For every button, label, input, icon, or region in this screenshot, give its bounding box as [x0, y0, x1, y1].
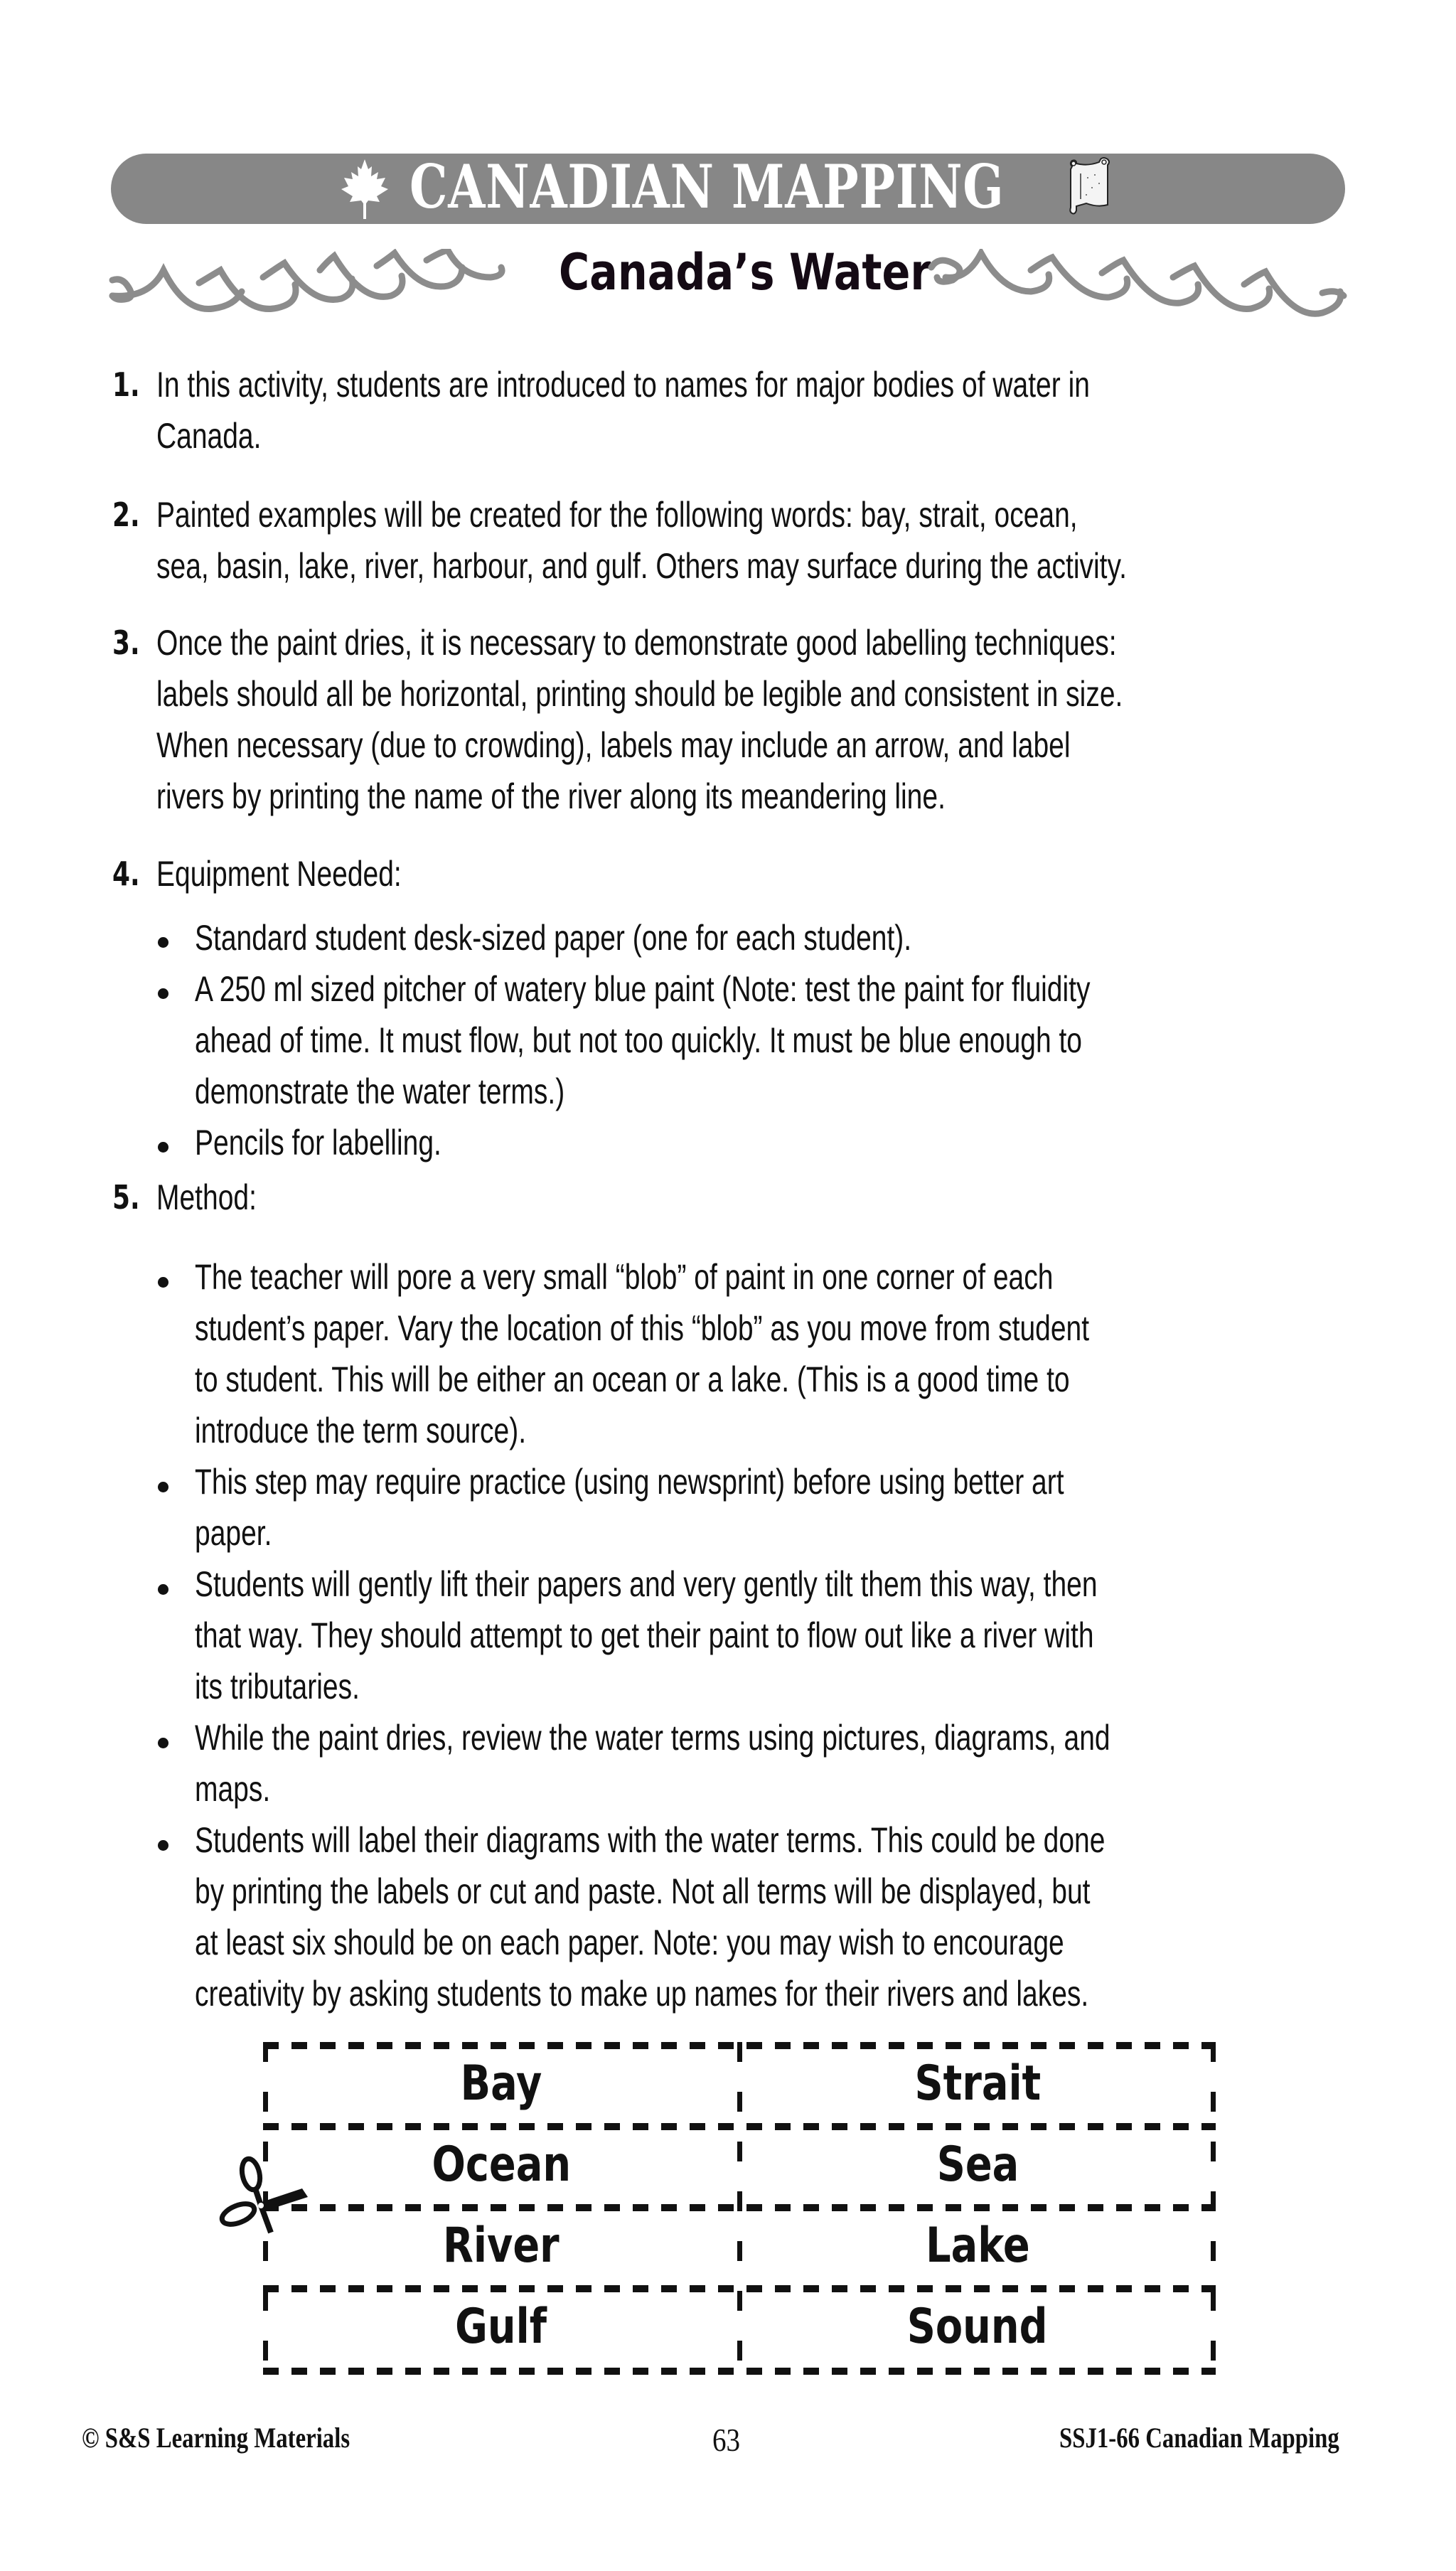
cutout-label-grid [263, 2042, 1216, 2375]
page-header-title: CANADIAN MAPPING [410, 151, 1005, 222]
label-text: River [443, 2218, 560, 2274]
scissors-icon [217, 2156, 309, 2234]
text-line: to student. This will be either an ocean or a lake. (This is a good time to [195, 1359, 1070, 1399]
method-bullet-3 [195, 1559, 1098, 1712]
text-line: rivers by printing the name of the river along its meandering line. [156, 776, 946, 816]
footer-copyright: © S&S Learning Materials [82, 2422, 350, 2454]
label-card [263, 2123, 739, 2206]
text-line: by printing the labels or cut and paste. Not all terms will be displayed, but [195, 1871, 1091, 1911]
text-line: that way. They should attempt to get their paint to flow out like a river with [195, 1615, 1094, 1655]
label-card [739, 2123, 1216, 2206]
text-line: Students will gently lift their papers and very gently tilt them this way, then [195, 1564, 1098, 1604]
label-card [739, 2204, 1216, 2287]
text-line: While the paint dries, review the water terms using pictures, diagrams, and [195, 1718, 1110, 1758]
scroll-map-icon [1066, 156, 1115, 216]
bullet-icon [158, 937, 168, 948]
text-line: Students will label their diagrams with the water terms. This could be done [195, 1820, 1106, 1860]
text-line: When necessary (due to crowding), labels may include an arrow, and label [156, 725, 1071, 765]
item-2-text [156, 489, 1127, 592]
label-text: Bay [460, 2056, 542, 2112]
label-text: Lake [925, 2218, 1030, 2274]
text-line: sea, basin, lake, river, harbour, and gulf. Others may surface during the activity. [156, 546, 1127, 586]
text-line: In this activity, students are introduced to names for major bodies of water in [156, 365, 1090, 405]
method-bullet-2 [195, 1456, 1064, 1559]
page-number: 63 [712, 2422, 741, 2458]
equipment-bullet-3 [195, 1117, 441, 1168]
text-line: Pencils for labelling. [195, 1123, 441, 1162]
label-card [263, 2042, 739, 2125]
equipment-bullet-2 [195, 963, 1090, 1117]
bullet-icon [158, 988, 168, 999]
equipment-bullet-1 [195, 912, 911, 963]
text-line: maps. [195, 1769, 271, 1809]
bullet-icon [158, 1277, 168, 1288]
item-4-heading: Equipment Needed: [156, 854, 402, 894]
text-line: at least six should be on each paper. Note: you may wish to encourage [195, 1923, 1064, 1962]
text-line: student’s paper. Vary the location of this “blob” as you move from student [195, 1308, 1090, 1348]
maple-leaf-icon [340, 158, 390, 220]
text-line: Painted examples will be created for the following words: bay, strait, ocean, [156, 495, 1078, 535]
bullet-icon [158, 1584, 168, 1595]
method-bullet-1 [195, 1251, 1089, 1456]
text-line: demonstrate the water terms.) [195, 1071, 565, 1111]
item-number: 5. [112, 1178, 140, 1217]
text-line: Canada. [156, 416, 262, 456]
label-text: Gulf [455, 2299, 547, 2355]
label-card [739, 2285, 1216, 2368]
label-text: Ocean [432, 2137, 571, 2193]
label-card [263, 2285, 739, 2368]
bullet-icon [158, 1482, 168, 1492]
label-card [739, 2042, 1216, 2125]
bullet-icon [158, 1738, 168, 1748]
label-text: Sea [936, 2137, 1019, 2193]
item-3-text [156, 617, 1123, 822]
text-line: The teacher will pore a very small “blob” of paint in one corner of each [195, 1257, 1054, 1297]
item-number: 4. [112, 855, 140, 893]
text-line: labels should all be horizontal, printing should be legible and consistent in size. [156, 674, 1123, 714]
text-line: Standard student desk-sized paper (one for each student). [195, 918, 912, 958]
text-line: paper. [195, 1513, 272, 1553]
text-line: creativity by asking students to make up names for their rivers and lakes. [195, 1974, 1089, 2014]
label-card [263, 2204, 739, 2287]
text-line: introduce the term source). [195, 1411, 527, 1450]
text-line: This step may require practice (using newsprint) before using better art [195, 1462, 1064, 1502]
waves-right-decoration [924, 249, 1351, 327]
bullet-icon [158, 1142, 168, 1153]
label-text: Sound [907, 2299, 1048, 2355]
text-line: ahead of time. It must flow, but not too quickly. It must be blue enough to [195, 1020, 1082, 1060]
method-bullet-4 [195, 1712, 1110, 1814]
item-number: 1. [112, 365, 140, 404]
text-line: Once the paint dries, it is necessary to demonstrate good labelling techniques: [156, 623, 1117, 663]
page-subtitle: Canada’s Water [559, 243, 931, 301]
item-number: 3. [112, 624, 140, 662]
item-5-heading: Method: [156, 1177, 257, 1217]
method-bullet-5 [195, 1814, 1105, 2019]
item-1-text [156, 359, 1090, 461]
text-line: A 250 ml sized pitcher of watery blue paint (Note: test the paint for fluidity [195, 969, 1091, 1009]
bullet-icon [158, 1840, 168, 1851]
footer-book-title: SSJ1-66 Canadian Mapping [1059, 2422, 1339, 2454]
text-line: its tributaries. [195, 1667, 360, 1706]
label-text: Strait [914, 2056, 1041, 2112]
waves-left-decoration [107, 249, 547, 327]
item-number: 2. [112, 496, 140, 534]
